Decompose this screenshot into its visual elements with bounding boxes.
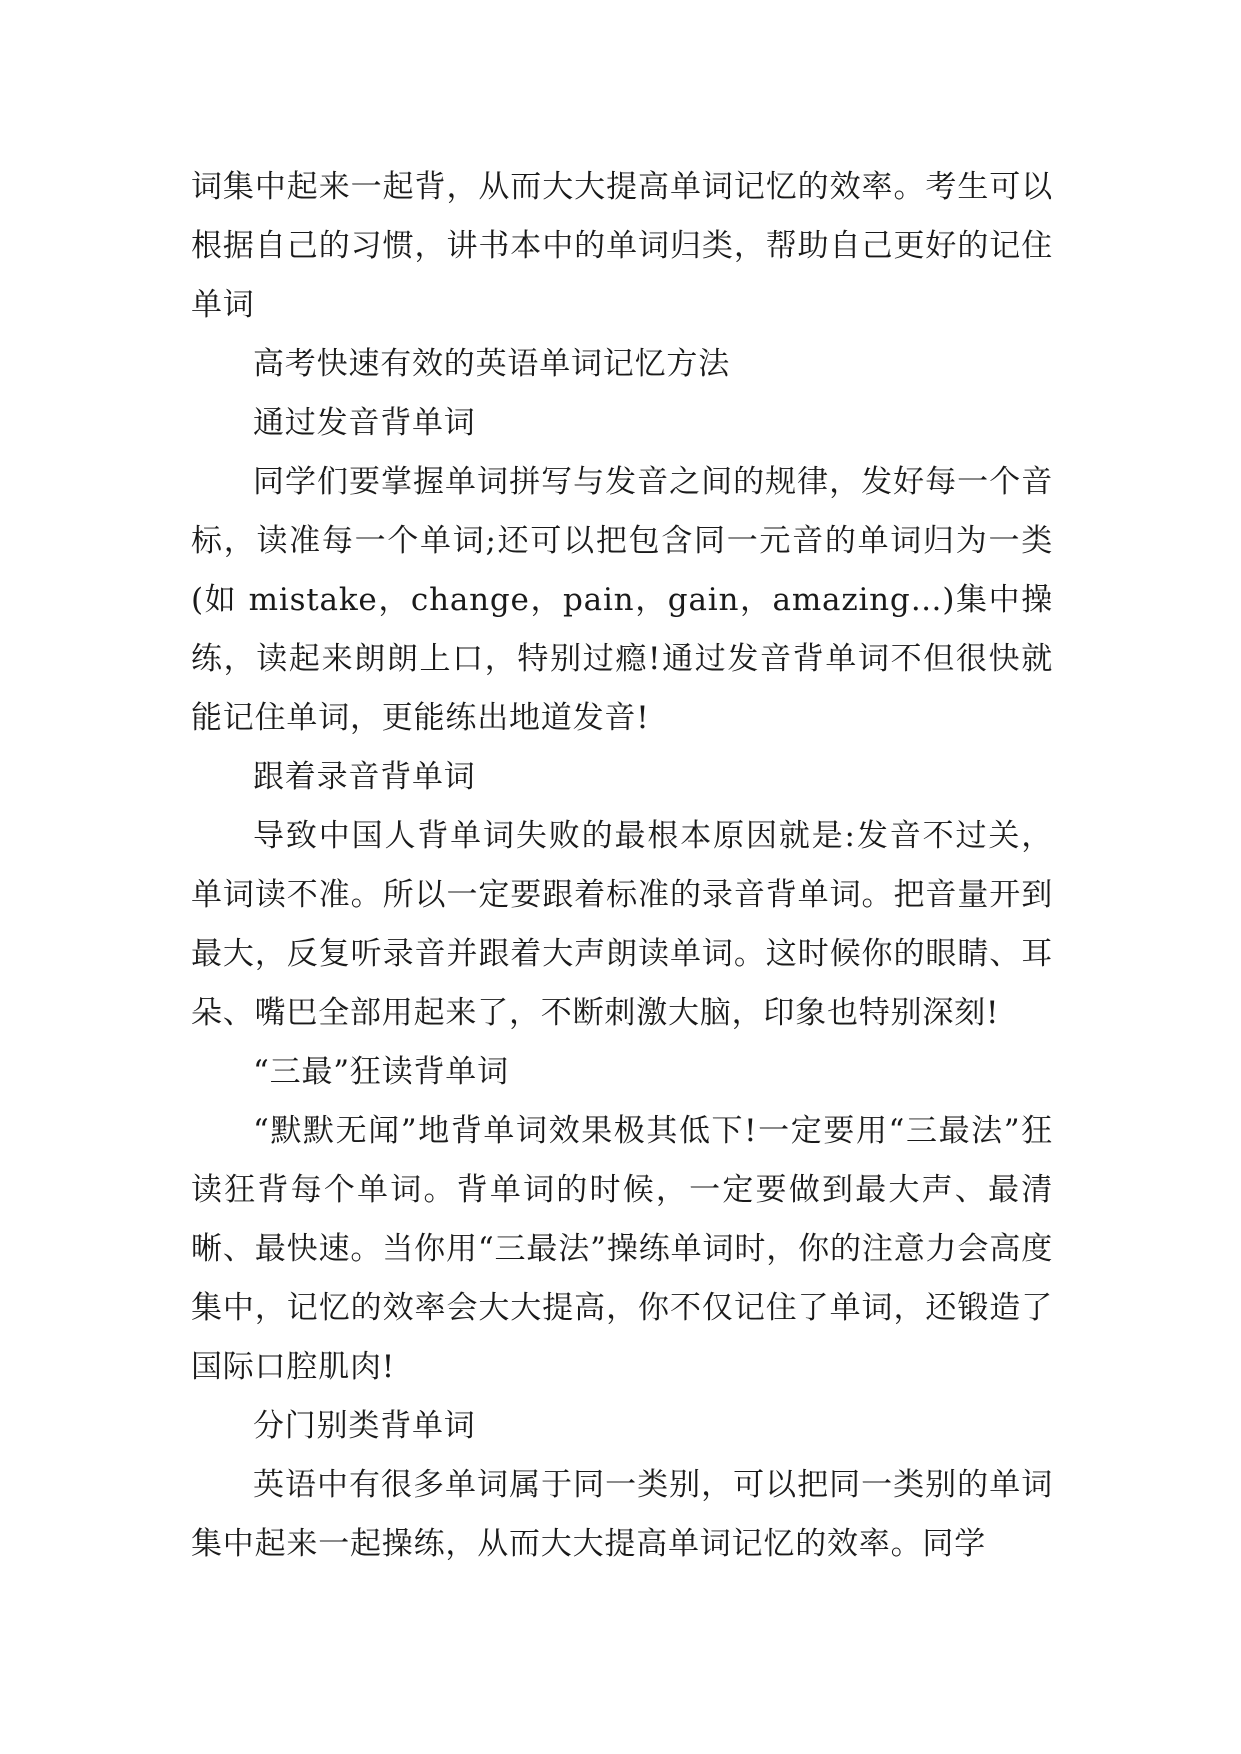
section-heading-main-title: 高考快速有效的英语单词记忆方法	[253, 346, 730, 382]
section-heading-pronunciation: 通过发音背单词	[253, 405, 476, 441]
paragraph-recording: 导致中国人背单词失败的最根本原因就是:发音不过关，单词读不准。所以一定要跟着标准的录音背单词。把音量开到最大，反复听录音并跟着大声朗读单词。这时候你的眼睛、耳朵、嘴巴全部用起来了，不断刺激大脑，印象也特别深刻!	[191, 818, 1053, 1031]
section-heading-three-most: “三最”狂读背单词	[253, 1054, 509, 1090]
paragraph-continuation: 词集中起来一起背，从而大大提高单词记忆的效率。考生可以根据自己的习惯，讲书本中的单词归类，帮助自己更好的记住单词	[191, 169, 1053, 323]
section-heading-categories: 分门别类背单词	[253, 1408, 476, 1444]
section-heading-recording: 跟着录音背单词	[253, 759, 476, 795]
paragraph-pronunciation: 同学们要掌握单词拼写与发音之间的规律，发好每一个音标，读准每一个单词;还可以把包含同一元音的单词归为一类(如 mistake，change，pain，gain，amazing…)集中操练，读起来朗朗上口，特别过瘾!通过发音背单词不但很快就能记住单词，更能练出地道发音!	[191, 464, 1053, 736]
document-body	[191, 158, 1053, 1574]
paragraph-three-most: “默默无闻”地背单词效果极其低下!一定要用“三最法”狂读狂背每个单词。背单词的时候，一定要做到最大声、最清晰、最快速。当你用“三最法”操练单词时，你的注意力会高度集中，记忆的效率会大大提高，你不仅记住了单词，还锻造了国际口腔肌肉!	[191, 1113, 1053, 1385]
paragraph-categories: 英语中有很多单词属于同一类别，可以把同一类别的单词集中起来一起操练，从而大大提高单词记忆的效率。同学	[191, 1467, 1053, 1562]
